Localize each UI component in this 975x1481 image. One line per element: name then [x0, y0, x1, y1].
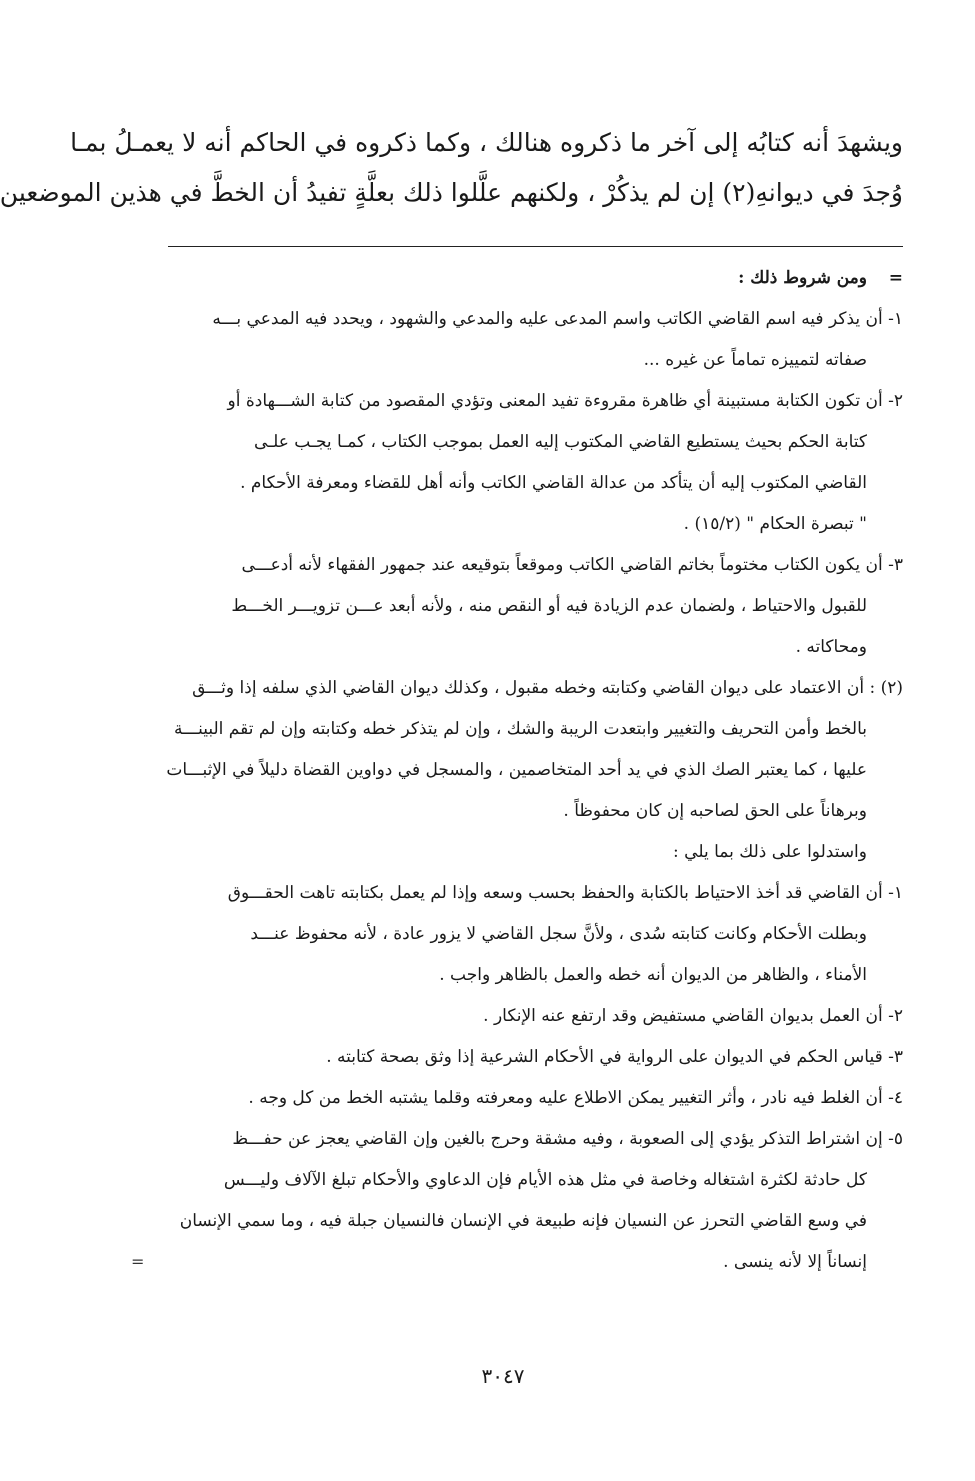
footnote-line: ٢- أن العمل بديوان القاضي مستفيض وقد ارتفع عنه الإنكار .	[483, 1006, 903, 1026]
footnote-line: ١- أن القاضي قد أخذ الاحتياط بالكتابة والحفظ بحسب وسعه وإذا لم يعمل بكتابته تاهت الحقـــوق	[227, 883, 903, 903]
footnote-line: واستدلوا على ذلك بما يلي :	[673, 842, 867, 862]
footnote-line: القاضي المكتوب إليه أن يتأكد من عدالة القاضي الكاتب وأنه أهل للقضاء ومعرفة الأحكام .	[240, 473, 867, 493]
footnote-line: كتابة الحكم بحيث يستطيع القاضي المكتوب إليه العمل بموجب الكتاب ، كمـا يجـب علـى	[253, 432, 867, 452]
footnote-line: ٢- أن تكون الكتابة مستبينة أي ظاهرة مقروءة تفيد المعنى وتؤدي المقصود من كتابة الشـــهادة أو	[227, 391, 903, 411]
footnote-line: إنساناً إلا لأنه ينسى .	[723, 1252, 867, 1272]
footnote-heading-line	[113, 258, 903, 299]
footnote-line: كل حادثة لكثرة اشتغاله وخاصة في مثل هذه الأيام فإن الدعاوي والأحكام تبلغ الآلاف وليـــس	[223, 1170, 867, 1190]
footnote-line: ٣- قياس الحكم في الديوان على الرواية في الأحكام الشرعية إذا وثق بصحة كتابته .	[326, 1047, 903, 1067]
continuation-dash: =	[888, 268, 903, 288]
main-text-line: ويشهدَ أنه كتابُه إلى آخر ما ذكروه هنالك ، وكما ذكروه في الحاكم أنه لا يعمـلُ بمـا	[70, 128, 903, 157]
footnote-line: ٤- أن الغلط فيه نادر ، وأثر التغيير يمكن الاطلاع عليه ومعرفته وقلما يشتبه الخط من كل وجه .	[248, 1088, 903, 1108]
footnote-line: ومحاكاته .	[795, 637, 867, 657]
footnote-line: وبطلت الأحكام وكانت كتابته سُدى ، ولأنَّ سجل القاضي لا يزور عادة ، لأنه محفوظ عنـــد	[250, 924, 867, 944]
footnote-line: (٢) : أن الاعتماد على ديوان القاضي وكتابته وخطه مقبول ، وكذلك ديوان القاضي الذي سلفه إذا وثـــق	[192, 678, 903, 698]
footnote-line: عليها ، كما يعتبر الصك الذي في يد أحد المتخاصمين ، والمسجل في دواوين القضاة دليلاً في الإثبـــات	[166, 760, 867, 780]
footnote-line: وبرهاناً على الحق لصاحبه إن كان محفوظاً .	[563, 801, 867, 821]
footnote-line: الأمناء ، والظاهر من الديوان أنه خطه والعمل بالظاهر واجب .	[439, 965, 867, 985]
footnote-line: صفاته لتمييزه تماماً عن غيره ...	[643, 350, 867, 370]
footnote-line: ٣- أن يكون الكتاب مختوماً بخاتم القاضي الكاتب وموقعاً بتوقيعه عند جمهور الفقهاء لأنه أدعـــى	[241, 555, 903, 575]
footnotes-block	[113, 258, 903, 1283]
footnote-line: " تبصرة الحكام " (١٥/٢) .	[683, 514, 867, 534]
main-text-block	[0, 118, 903, 218]
footnote-line: للقبول والاحتياط ، ولضمان عدم الزيادة فيه أو النقص منه ، ولأنه أبعد عـــن تزويـــر الخـــط	[231, 596, 867, 616]
footnote-separator	[168, 246, 903, 247]
main-text-line: وُجدَ في ديوانهِ(٢) إن لم يذكُرْ ، ولكنهم علَّلوا ذلك بعلَّةٍ تفيدُ أن الخطَّ في هذين الموضعين	[0, 178, 903, 207]
footnote-line: في وسع القاضي التحرز عن النسيان فإنه طبيعة في الإنسان فالنسيان جبلة فيه ، وما سمي الإنسان	[179, 1211, 867, 1231]
footnote-line: بالخط وأمن التحريف والتغيير وابتعدت الريبة والشك ، وإن لم يتذكر خطه وكتابته وإن لم تقم البينـــة	[174, 719, 867, 739]
continuation-mark: =	[131, 1252, 145, 1271]
footnote-line: ١- أن يذكر فيه اسم القاضي الكاتب واسم المدعى عليه والمدعي والشهود ، ويحدد فيه المدعي بـــه	[212, 309, 903, 329]
footnote-line: ٥- إن اشتراط التذكر يؤدي إلى الصعوبة ، وفيه مشقة وحرج بالغين وإن القاضي يعجز عن حفـــظ	[232, 1129, 903, 1149]
footnote-heading: ومن شروط ذلك :	[738, 268, 867, 288]
page-number: ٣٠٤٧	[481, 1364, 525, 1388]
